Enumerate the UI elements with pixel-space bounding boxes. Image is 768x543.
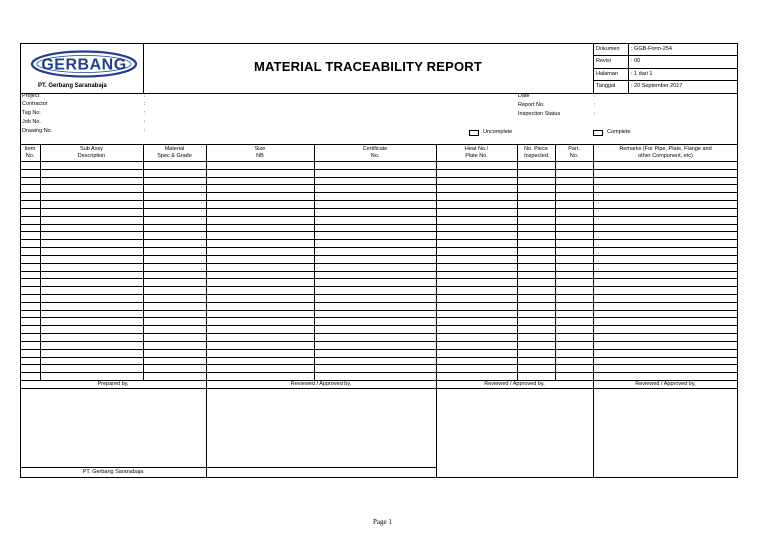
contractor-label: Contractor [22, 101, 48, 107]
reviewed-by-label-3: Reviewed / Approved by, [635, 381, 696, 387]
table-row [20, 239, 738, 240]
doc-value: : GGB-Form-254 [631, 46, 672, 52]
column-divider [143, 144, 144, 380]
job-label: Job No. [22, 119, 41, 125]
complete-checkbox[interactable] [593, 130, 603, 136]
table-row [20, 224, 738, 225]
tag-label: Tag No. [22, 110, 41, 116]
column-header: Material [164, 146, 185, 152]
column-divider [40, 144, 41, 380]
form-sheet: GERBANG PT. Gerbang Saranabaja MATERIAL TRACEABILITY REPORT Dokumen : GGB-Form-254 Revisi : 00 Halaman : 1 dari 1 Tanggal : 20 September 2017 Project : Contractor : Tag No. : Job No. : Drawing No. : Date : Report No. : Inspection Status : Uncomplete Complete Item No. Sub Assy Description Material Spec & Grade Size NB Certificate No. Heat No./ Plate No. No. Piece Inspected Part. No. Remarks (For Pipe, Plate, Flange and other Component, etc) Prepared by, Reviewed / Approved by, Reviewed / Approved by, Reviewed / Approved by, PT. Gerbang Saranabaja [20, 43, 738, 478]
table-row [20, 325, 738, 326]
column-divider [436, 144, 437, 380]
date-value: : 20 September 2017 [631, 83, 683, 89]
reviewed-by-label-2: Reviewed / Approved by, [484, 381, 545, 387]
table-row [20, 286, 738, 287]
table-row [20, 357, 738, 358]
column-header: NB [256, 153, 264, 159]
complete-label: Complete [607, 129, 631, 135]
table-row [20, 294, 738, 295]
doc-label: Dokumen [596, 46, 620, 52]
logo-text: GERBANG [41, 56, 127, 74]
column-header: No. [370, 153, 380, 159]
table-row [20, 208, 738, 209]
table-row [20, 192, 738, 193]
table-row [20, 349, 738, 350]
table-row [20, 263, 738, 264]
report-title: MATERIAL TRACEABILITY REPORT [253, 59, 483, 74]
header-divider [20, 161, 738, 162]
table-row [20, 200, 738, 201]
column-header: Remarks (For Pipe, Plate, Flange and [619, 146, 712, 152]
table-row [20, 333, 738, 334]
column-header: Spec & Grade [157, 153, 192, 159]
table-row [20, 177, 738, 178]
table-row [20, 247, 738, 248]
table-row [20, 184, 738, 185]
uncomplete-checkbox[interactable] [469, 130, 479, 136]
drawing-label: Drawing No. [22, 128, 53, 134]
page-label: Halaman [596, 71, 619, 77]
column-divider [593, 144, 594, 380]
column-header: Description [77, 153, 106, 159]
table-row [20, 169, 738, 170]
page-value: : 1 dari 1 [631, 71, 653, 77]
column-divider [555, 144, 556, 380]
table-row [20, 341, 738, 342]
prepared-company: PT. Gerbang Saranabaja [82, 469, 144, 475]
page-number: Page 1 [373, 518, 392, 526]
gerbang-logo [30, 50, 138, 78]
rev-label: Revisi [596, 58, 611, 64]
table-row [20, 255, 738, 256]
company-name: PT. Gerbang Saranabaja [38, 83, 107, 89]
prepared-by-label: Prepared by, [97, 381, 129, 387]
column-header: No. Piece [524, 146, 548, 152]
column-divider [517, 144, 518, 380]
table-row [20, 302, 738, 303]
column-divider [314, 144, 315, 380]
reviewed-by-label-1: Reviewed / Approved by, [290, 381, 352, 387]
table-row [20, 372, 738, 373]
rev-value: : 00 [631, 58, 641, 64]
column-header: Certificate [362, 146, 388, 152]
table-row [20, 310, 738, 311]
report-date-label: Date [518, 93, 530, 99]
table-row [20, 278, 738, 279]
column-divider [206, 144, 207, 380]
form-border [20, 43, 738, 478]
column-header: Item [24, 146, 36, 152]
date-label: Tanggal [596, 83, 616, 89]
table-row [20, 317, 738, 318]
table-row [20, 231, 738, 232]
table-row [20, 364, 738, 365]
column-header: No. [25, 153, 35, 159]
column-header: No. [569, 153, 579, 159]
table-row [20, 271, 738, 272]
column-header: Part. [568, 146, 580, 152]
column-header: Plate No. [465, 153, 488, 159]
inspection-status-label: Inspection Status [518, 111, 561, 117]
column-header: Sub Assy [80, 146, 103, 152]
column-header: Heat No./ [464, 146, 489, 152]
column-header: other Component, etc) [638, 153, 693, 159]
report-no-label: Report No. [518, 102, 545, 108]
column-header: Size [254, 146, 266, 152]
table-row [20, 216, 738, 217]
uncomplete-label: Uncomplete [483, 129, 513, 135]
column-header: Inspected [524, 153, 548, 159]
project-label: Project [22, 93, 40, 99]
